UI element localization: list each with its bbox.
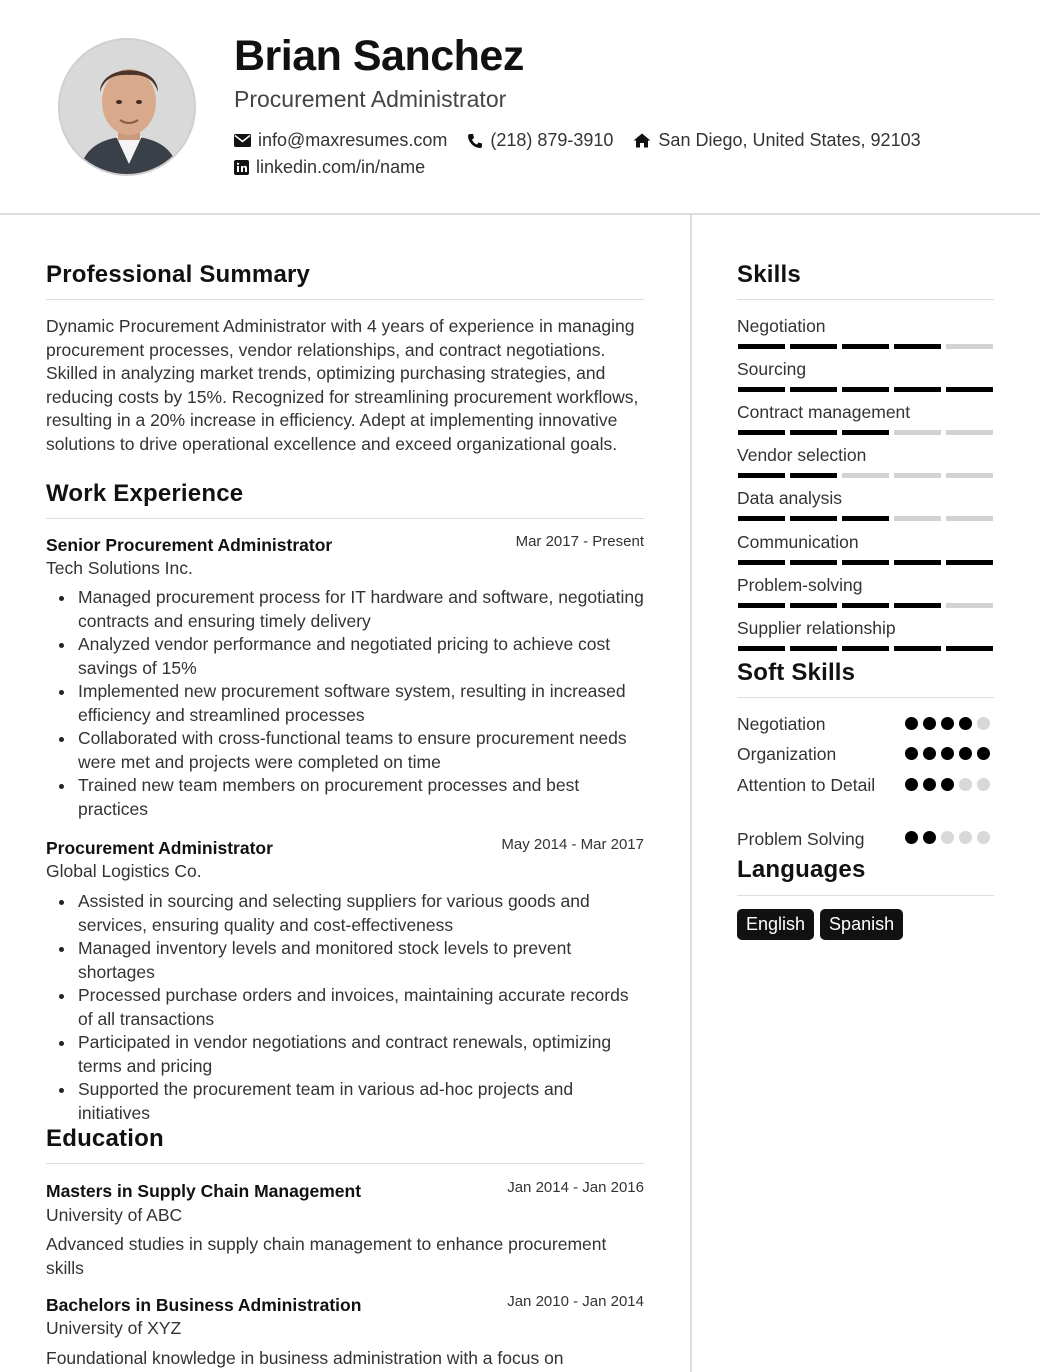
skill-name: Communication	[737, 532, 859, 552]
skill-level-segment	[738, 473, 785, 478]
contact-location	[633, 130, 920, 151]
skill-level-segment	[738, 430, 785, 435]
skill-name: Contract management	[737, 402, 911, 422]
soft-skill-name: Negotiation	[737, 714, 826, 734]
skill-level-segment	[738, 387, 785, 392]
degree-title: Masters in Supply Chain Management	[46, 1181, 362, 1201]
skill-level-segment	[946, 344, 993, 349]
degree-description: Foundational knowledge in business administration with a focus on	[46, 1348, 564, 1368]
skill-level-bar	[738, 344, 993, 349]
languages-list	[737, 909, 909, 940]
rating-dot	[977, 747, 990, 760]
skills-heading: Skills	[737, 261, 801, 288]
skill-name: Data analysis	[737, 488, 843, 508]
skill-level-segment	[738, 603, 785, 608]
rating-dot	[923, 717, 936, 730]
skill-level-segment	[894, 387, 941, 392]
job-role: Procurement Administrator	[46, 838, 273, 858]
rating-dot	[959, 717, 972, 730]
bullet-item: Managed procurement process for IT hardware and software, negotiating contracts and ensuring timely delivery	[46, 586, 644, 633]
bullet-item: Collaborated with cross-functional teams to ensure procurement needs were met and projects were completed on time	[46, 727, 644, 774]
contact-row-primary	[234, 130, 941, 151]
skill-level-bar	[738, 473, 993, 478]
bullet-item: Assisted in sourcing and selecting suppliers for various goods and services, ensuring quality and cost-effectiveness	[46, 890, 644, 937]
skill-level-bar	[738, 560, 993, 565]
contact-linkedin[interactable]	[234, 157, 425, 178]
skill-level-segment	[790, 344, 837, 349]
skill-level-segment	[894, 473, 941, 478]
skill-level-bar	[738, 603, 993, 608]
skill-level-segment	[842, 473, 889, 478]
skill-level-segment	[842, 387, 889, 392]
education-rule	[46, 1163, 644, 1164]
rating-dot	[977, 717, 990, 730]
degree-dates: Jan 2010 - Jan 2014	[507, 1293, 644, 1310]
skill-level-segment	[790, 646, 837, 651]
rating-dot	[941, 778, 954, 791]
bullet-item: Analyzed vendor performance and negotiated pricing to achieve cost savings of 15%	[46, 633, 644, 680]
soft-skill-name: Problem Solving	[737, 829, 865, 849]
summary-heading: Professional Summary	[46, 261, 311, 288]
rating-dot	[905, 747, 918, 760]
home-icon	[633, 133, 651, 148]
soft-skill-rating	[905, 831, 995, 844]
soft-skill-name: Organization	[737, 744, 837, 764]
rating-dot	[923, 831, 936, 844]
skill-level-segment	[790, 560, 837, 565]
rating-dot	[959, 831, 972, 844]
phone-icon	[467, 133, 483, 149]
rating-dot	[923, 778, 936, 791]
rating-dot	[941, 717, 954, 730]
job-bullets	[46, 890, 644, 1125]
degree-dates: Jan 2014 - Jan 2016	[507, 1179, 644, 1196]
school-name: University of XYZ	[46, 1318, 182, 1338]
languages-rule	[737, 895, 994, 896]
bullet-item: Implemented new procurement software system, resulting in increased efficiency and streamlined processes	[46, 680, 644, 727]
skill-name: Vendor selection	[737, 445, 867, 465]
skill-level-segment	[842, 646, 889, 651]
soft-skill-rating	[905, 778, 995, 791]
person-portrait-icon	[60, 40, 196, 176]
school-name: University of ABC	[46, 1205, 183, 1225]
job-role: Senior Procurement Administrator	[46, 535, 333, 555]
rating-dot	[905, 778, 918, 791]
email-text: info@maxresumes.com	[258, 130, 448, 150]
soft-skill-rating	[905, 717, 995, 730]
soft-skills-rule	[737, 697, 994, 698]
skill-level-segment	[842, 344, 889, 349]
soft-skill-name: Attention to Detail	[737, 775, 876, 795]
summary-text: Dynamic Procurement Administrator with 4 years of experience in managing procurement processes, vendor relationships, and contract negotiations. Skilled in analyzing market trends, optimizing purchasing strategies, and reducing costs by 15%. Recognized for streamlining procurement workflows, resulting in a 20% increase in efficiency. Adept at implementing innovative solutions to drive operational excellence and exceed organizational goals.	[46, 316, 639, 454]
skill-level-segment	[894, 603, 941, 608]
experience-rule	[46, 518, 644, 519]
skill-level-segment	[842, 430, 889, 435]
education-heading: Education	[46, 1125, 164, 1152]
skill-name: Problem-solving	[737, 575, 863, 595]
soft-skill-rating	[905, 747, 995, 760]
skill-level-bar	[738, 646, 993, 651]
skills-rule	[737, 299, 994, 300]
resume-header	[0, 0, 1040, 215]
degree-description: Advanced studies in supply chain management to enhance procurement skills	[46, 1234, 607, 1278]
skill-name: Sourcing	[737, 359, 807, 379]
bullet-item: Participated in vendor negotiations and contract renewals, optimizing terms and pricing	[46, 1031, 644, 1078]
skill-level-segment	[842, 560, 889, 565]
location-text: San Diego, United States, 92103	[658, 130, 921, 150]
skill-level-segment	[946, 646, 993, 651]
skill-level-segment	[842, 516, 889, 521]
skill-level-segment	[790, 516, 837, 521]
skill-level-segment	[738, 516, 785, 521]
skill-level-segment	[894, 344, 941, 349]
bullet-item: Trained new team members on procurement processes and best practices	[46, 774, 644, 821]
skill-level-segment	[790, 430, 837, 435]
skill-level-bar	[738, 387, 993, 392]
bullet-item: Supported the procurement team in various ad-hoc projects and initiatives	[46, 1078, 644, 1125]
skill-level-bar	[738, 430, 993, 435]
rating-dot	[941, 831, 954, 844]
contact-phone[interactable]	[467, 130, 613, 151]
column-divider	[690, 215, 692, 1372]
skill-name: Negotiation	[737, 316, 826, 336]
envelope-icon	[234, 134, 251, 147]
candidate-title: Procurement Administrator	[234, 86, 507, 112]
contact-email[interactable]	[234, 130, 447, 151]
linkedin-icon	[234, 160, 249, 175]
skill-level-segment	[946, 387, 993, 392]
skill-level-segment	[946, 603, 993, 608]
bullet-item: Processed purchase orders and invoices, maintaining accurate records of all transactions	[46, 984, 644, 1031]
rating-dot	[977, 831, 990, 844]
skill-level-segment	[894, 516, 941, 521]
skill-level-segment	[738, 646, 785, 651]
job-company: Global Logistics Co.	[46, 861, 202, 881]
skill-level-segment	[894, 646, 941, 651]
skill-level-segment	[946, 516, 993, 521]
rating-dot	[959, 747, 972, 760]
rating-dot	[923, 747, 936, 760]
summary-rule	[46, 299, 644, 300]
rating-dot	[905, 717, 918, 730]
contact-row-secondary	[234, 157, 445, 178]
phone-text: (218) 879-3910	[490, 130, 614, 150]
skill-level-segment	[946, 430, 993, 435]
languages-heading: Languages	[737, 856, 866, 883]
skill-level-segment	[790, 387, 837, 392]
experience-heading: Work Experience	[46, 480, 244, 507]
rating-dot	[977, 778, 990, 791]
language-badge: Spanish	[820, 909, 903, 940]
language-badge: English	[737, 909, 814, 940]
degree-title: Bachelors in Business Administration	[46, 1295, 362, 1315]
skill-level-segment	[894, 430, 941, 435]
job-company: Tech Solutions Inc.	[46, 558, 193, 578]
rating-dot	[905, 831, 918, 844]
bullet-item: Managed inventory levels and monitored stock levels to prevent shortages	[46, 937, 644, 984]
skill-level-segment	[894, 560, 941, 565]
job-bullets	[46, 586, 644, 821]
skill-level-segment	[790, 603, 837, 608]
soft-skills-heading: Soft Skills	[737, 659, 856, 686]
skill-level-segment	[738, 560, 785, 565]
skill-level-segment	[946, 473, 993, 478]
skill-name: Supplier relationship	[737, 618, 896, 638]
skill-level-segment	[946, 560, 993, 565]
rating-dot	[941, 747, 954, 760]
profile-photo	[58, 38, 196, 176]
job-dates: May 2014 - Mar 2017	[501, 836, 644, 853]
skill-level-segment	[790, 473, 837, 478]
job-dates: Mar 2017 - Present	[515, 533, 644, 550]
skill-level-bar	[738, 516, 993, 521]
rating-dot	[959, 778, 972, 791]
skill-level-segment	[842, 603, 889, 608]
skill-level-segment	[738, 344, 785, 349]
linkedin-text: linkedin.com/in/name	[256, 157, 426, 177]
candidate-name: Brian Sanchez	[234, 32, 524, 80]
